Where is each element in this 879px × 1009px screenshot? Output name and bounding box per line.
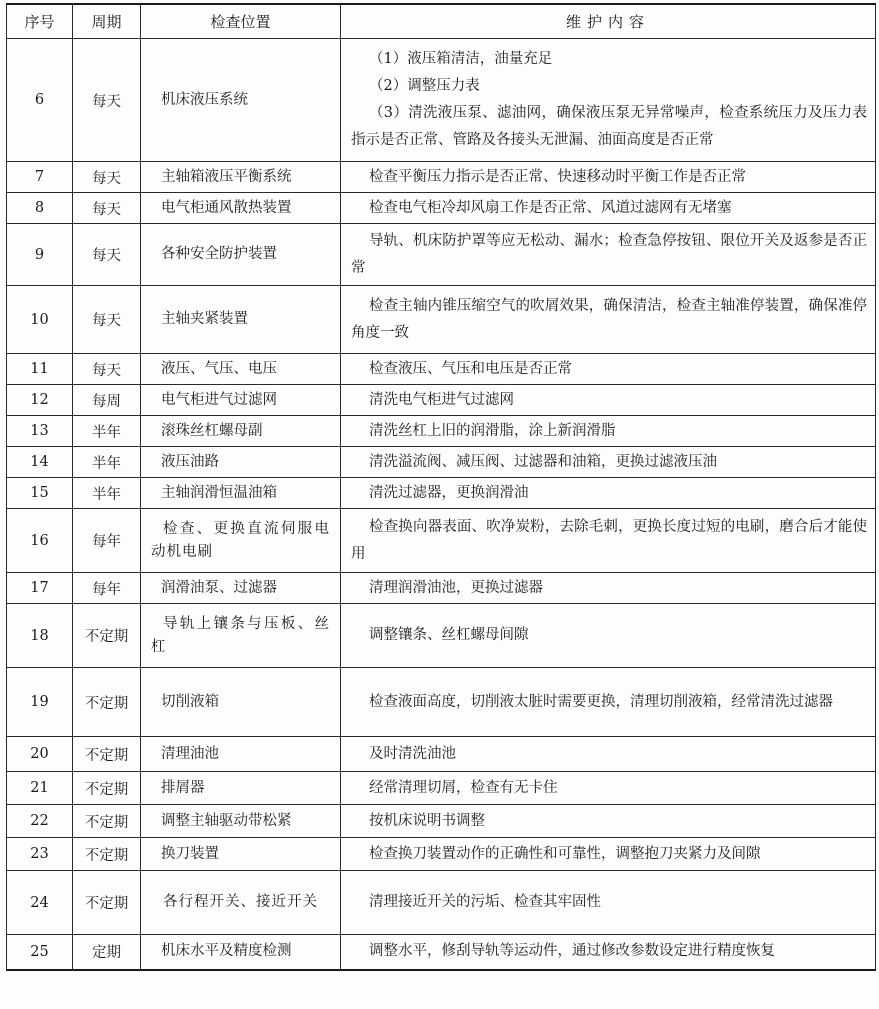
row-period: 半年 (73, 447, 141, 478)
maintenance-table (6, 3, 876, 971)
row-period: 不定期 (73, 772, 141, 805)
row-period: 不定期 (73, 668, 141, 737)
header-content: 维护内容 (341, 4, 876, 39)
row-content (341, 772, 876, 805)
row-content (341, 385, 876, 416)
content-line: 清洗电气柜进气过滤网 (369, 391, 514, 408)
row-position: 液压油路 (141, 447, 341, 478)
row-position: 电气柜通风散热装置 (141, 193, 341, 224)
row-content (341, 286, 876, 354)
row-period: 每年 (73, 509, 141, 573)
row-position: 调整主轴驱动带松紧 (141, 805, 341, 838)
content-line: 及时清洗油池 (369, 745, 456, 762)
row-content (341, 478, 876, 509)
content-line: 清洗过滤器，更换润滑油 (369, 484, 529, 501)
row-content (341, 573, 876, 604)
row-num: 9 (7, 224, 73, 286)
row-position: 各种安全防护装置 (141, 224, 341, 286)
table-row (7, 604, 876, 668)
row-content (341, 509, 876, 573)
header-position: 检查位置 (141, 4, 341, 39)
row-num: 21 (7, 772, 73, 805)
content-line: 调整水平，修刮导轨等运动件，通过修改参数设定进行精度恢复 (369, 943, 775, 960)
table-row (7, 838, 876, 871)
row-num: 15 (7, 478, 73, 509)
table-row (7, 286, 876, 354)
content-line: 导轨、机床防护罩等应无松动、漏水；检查急停按钮、限位开关及返参是否正常 (351, 232, 867, 276)
row-position: 润滑油泵、过滤器 (141, 573, 341, 604)
row-num: 16 (7, 509, 73, 573)
row-content (341, 416, 876, 447)
row-period: 每天 (73, 354, 141, 385)
row-content (341, 604, 876, 668)
row-content (341, 193, 876, 224)
row-num: 11 (7, 354, 73, 385)
header-num: 序号 (7, 4, 73, 39)
row-period: 每年 (73, 573, 141, 604)
row-content (341, 935, 876, 970)
content-line: 检查换刀装置动作的正确性和可靠性，调整抱刀夹紧力及间隙 (369, 845, 761, 862)
row-num: 22 (7, 805, 73, 838)
row-num: 7 (7, 162, 73, 193)
row-position: 检查、更换直流伺服电动机电刷 (141, 509, 341, 573)
table-row (7, 447, 876, 478)
content-line: 检查平衡压力指示是否正常、快速移动时平衡工作是否正常 (369, 168, 746, 185)
row-num: 25 (7, 935, 73, 970)
row-content (341, 224, 876, 286)
content-line: 检查主轴内锥压缩空气的吹屑效果，确保清洁，检查主轴准停装置，确保准停角度一致 (351, 297, 867, 341)
content-line: （2）调整压力表 (369, 78, 480, 94)
content-line: 清理接近开关的污垢、检查其牢固性 (369, 894, 601, 910)
table-row (7, 871, 876, 935)
row-num: 6 (7, 39, 73, 162)
row-position: 机床水平及精度检测 (141, 935, 341, 970)
content-line: 调整镶条、丝杠螺母间隙 (369, 627, 529, 643)
row-num: 10 (7, 286, 73, 354)
row-content (341, 737, 876, 772)
row-content (341, 39, 876, 162)
table-row (7, 39, 876, 162)
row-position: 液压、气压、电压 (141, 354, 341, 385)
row-content (341, 668, 876, 737)
row-position: 导轨上镶条与压板、丝杠 (141, 604, 341, 668)
row-num: 18 (7, 604, 73, 668)
row-content (341, 871, 876, 935)
row-content (341, 162, 876, 193)
row-num: 20 (7, 737, 73, 772)
row-num: 19 (7, 668, 73, 737)
table-row (7, 935, 876, 970)
row-period: 不定期 (73, 737, 141, 772)
table-row (7, 416, 876, 447)
row-content (341, 354, 876, 385)
row-content (341, 838, 876, 871)
row-period: 不定期 (73, 805, 141, 838)
row-position: 滚珠丝杠螺母副 (141, 416, 341, 447)
table-row (7, 805, 876, 838)
row-period: 每天 (73, 224, 141, 286)
row-period: 不定期 (73, 838, 141, 871)
row-period: 每周 (73, 385, 141, 416)
table-row (7, 354, 876, 385)
row-num: 23 (7, 838, 73, 871)
row-position: 机床液压系统 (141, 39, 341, 162)
row-period: 每天 (73, 39, 141, 162)
content-line: （1）液压箱清洁，油量充足 (369, 51, 553, 67)
table-row (7, 772, 876, 805)
content-line: 清洗溢流阀、减压阀、过滤器和油箱，更换过滤液压油 (369, 453, 717, 470)
table-row (7, 193, 876, 224)
row-position: 各行程开关、接近开关 (141, 871, 341, 935)
header-period: 周期 (73, 4, 141, 39)
row-period: 每天 (73, 286, 141, 354)
row-period: 不定期 (73, 604, 141, 668)
table-row (7, 509, 876, 573)
table-row (7, 224, 876, 286)
table-row (7, 573, 876, 604)
row-num: 14 (7, 447, 73, 478)
row-position: 主轴润滑恒温油箱 (141, 478, 341, 509)
row-period: 半年 (73, 416, 141, 447)
row-position: 主轴箱液压平衡系统 (141, 162, 341, 193)
content-line: 清洗丝杠上旧的润滑脂，涂上新润滑脂 (369, 422, 616, 439)
row-position: 电气柜进气过滤网 (141, 385, 341, 416)
row-num: 8 (7, 193, 73, 224)
row-position: 切削液箱 (141, 668, 341, 737)
content-line: 检查换向器表面、吹净炭粉，去除毛刺，更换长度过短的电刷，磨合后才能使用 (351, 518, 867, 562)
table-row (7, 385, 876, 416)
content-line: 检查电气柜冷却风扇工作是否正常、风道过滤网有无堵塞 (369, 199, 732, 216)
row-period: 每天 (73, 162, 141, 193)
row-num: 12 (7, 385, 73, 416)
row-position: 主轴夹紧装置 (141, 286, 341, 354)
row-period: 半年 (73, 478, 141, 509)
row-position: 清理油池 (141, 737, 341, 772)
content-line: 经常清理切屑，检查有无卡住 (369, 779, 558, 796)
row-num: 24 (7, 871, 73, 935)
row-content (341, 447, 876, 478)
table-header-row (7, 4, 876, 39)
row-num: 17 (7, 573, 73, 604)
table-row (7, 478, 876, 509)
table-row (7, 668, 876, 737)
row-period: 不定期 (73, 871, 141, 935)
table-row (7, 737, 876, 772)
row-period: 定期 (73, 935, 141, 970)
row-num: 13 (7, 416, 73, 447)
row-content (341, 805, 876, 838)
row-position: 换刀装置 (141, 838, 341, 871)
content-line: 检查液压、气压和电压是否正常 (369, 360, 572, 377)
table-row (7, 162, 876, 193)
row-position: 排屑器 (141, 772, 341, 805)
content-line: （3）清洗液压泵、滤油网，确保液压泵无异常噪声，检查系统压力及压力表指示是否正常、管路及各接头无泄漏、油面高度是否正常 (351, 105, 867, 148)
content-line: 检查液面高度，切削液太脏时需要更换，清理切削液箱，经常清洗过滤器 (369, 693, 833, 710)
row-period: 每天 (73, 193, 141, 224)
content-line: 按机床说明书调整 (369, 812, 485, 829)
content-line: 清理润滑油池，更换过滤器 (369, 579, 543, 596)
